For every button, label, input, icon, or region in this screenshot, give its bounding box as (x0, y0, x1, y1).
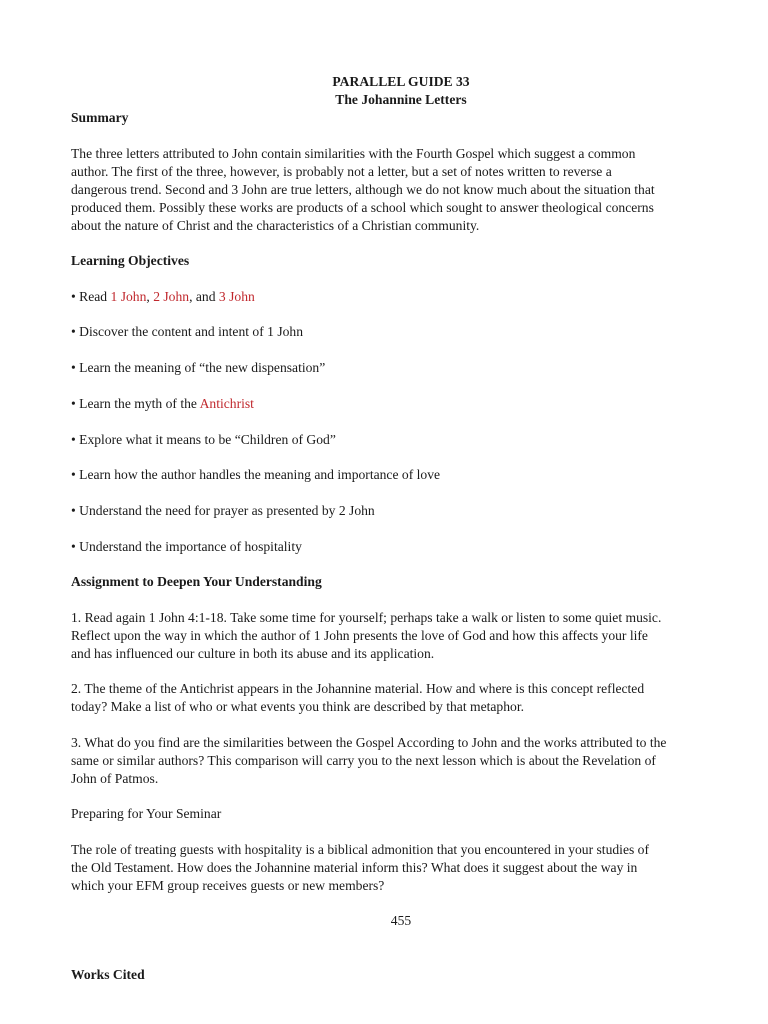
objective-item: • Understand the need for prayer as presented by 2 John (71, 503, 375, 518)
objective-item: • Discover the content and intent of 1 John (71, 324, 304, 339)
objective-text: • Learn the myth of the (71, 396, 200, 411)
objective-item: • Learn how the author handles the meaning and importance of love (71, 467, 441, 482)
objective-text: • Read (71, 289, 111, 304)
assignment-line: 2. The theme of the Antichrist appears in the Johannine material. How and where is this concept reflected (71, 681, 645, 696)
assignment-line: 3. What do you find are the similarities between the Gospel According to John and the works attributed to the (71, 735, 667, 750)
assignment-question-2 (71, 680, 737, 716)
assignment-line: today? Make a list of who or what events you think are described by that metaphor. (71, 699, 525, 714)
link-2-john[interactable]: 2 John (153, 289, 190, 304)
seminar-paragraph (71, 841, 737, 895)
assignment-line: Reflect upon the way in which the author of 1 John presents the love of God and how this affects your life (71, 628, 648, 643)
summary-paragraph (71, 145, 737, 235)
summary-line: produced them. Possibly these works are products of a school which sought to answer theological concerns (71, 200, 654, 215)
objective-antichrist (71, 395, 737, 413)
page-number: 455 (390, 913, 412, 928)
seminar-line: The role of treating guests with hospitality is a biblical admonition that you encountered in your studies of (71, 842, 649, 857)
objective-item: • Explore what it means to be “Children of God” (71, 432, 336, 447)
assignment-line: 1. Read again 1 John 4:1-18. Take some time for yourself; perhaps take a walk or listen to some quiet music. (71, 610, 662, 625)
assignment-question-1 (71, 609, 737, 663)
seminar-line: the Old Testament. How does the Johannine material inform this? What does it suggest about the way in (71, 860, 638, 875)
objective-item: • Understand the importance of hospitality (71, 539, 302, 554)
objectives-heading: Learning Objectives (71, 253, 190, 268)
link-3-john[interactable]: 3 John (218, 289, 255, 304)
seminar-heading: Preparing for Your Seminar (71, 806, 222, 821)
page-subtitle: The Johannine Letters (335, 92, 467, 107)
summary-line: about the nature of Christ and the characteristics of a Christian community. (71, 218, 480, 233)
page-title: PARALLEL GUIDE 33 (332, 74, 470, 89)
summary-heading: Summary (71, 110, 129, 125)
summary-line: author. The first of the three, however, is probably not a letter, but a set of notes written to reverse a (71, 164, 612, 179)
summary-line: The three letters attributed to John contain similarities with the Fourth Gospel which suggest a common (71, 146, 636, 161)
summary-line: dangerous trend. Second and 3 John are true letters, although we do not know much about the situation that (71, 182, 655, 197)
assignment-line: and has influenced our culture in both its abuse and its application. (71, 646, 435, 661)
assignment-line: same or similar authors? This comparison will carry you to the next lesson which is about the Revelation of (71, 753, 656, 768)
assignment-question-3 (71, 734, 737, 788)
assignment-line: John of Patmos. (71, 771, 159, 786)
objective-item: • Learn the meaning of “the new dispensation” (71, 360, 326, 375)
assignment-heading: Assignment to Deepen Your Understanding (71, 574, 322, 589)
separator-text: , and (189, 289, 219, 304)
works-cited-heading: Works Cited (71, 967, 145, 982)
link-antichrist[interactable]: Antichrist (199, 396, 254, 411)
link-1-john[interactable]: 1 John (110, 289, 147, 304)
objective-read-letters (71, 288, 737, 306)
seminar-line: which your EFM group receives guests or new members? (71, 878, 385, 893)
separator-text: , (146, 289, 154, 304)
